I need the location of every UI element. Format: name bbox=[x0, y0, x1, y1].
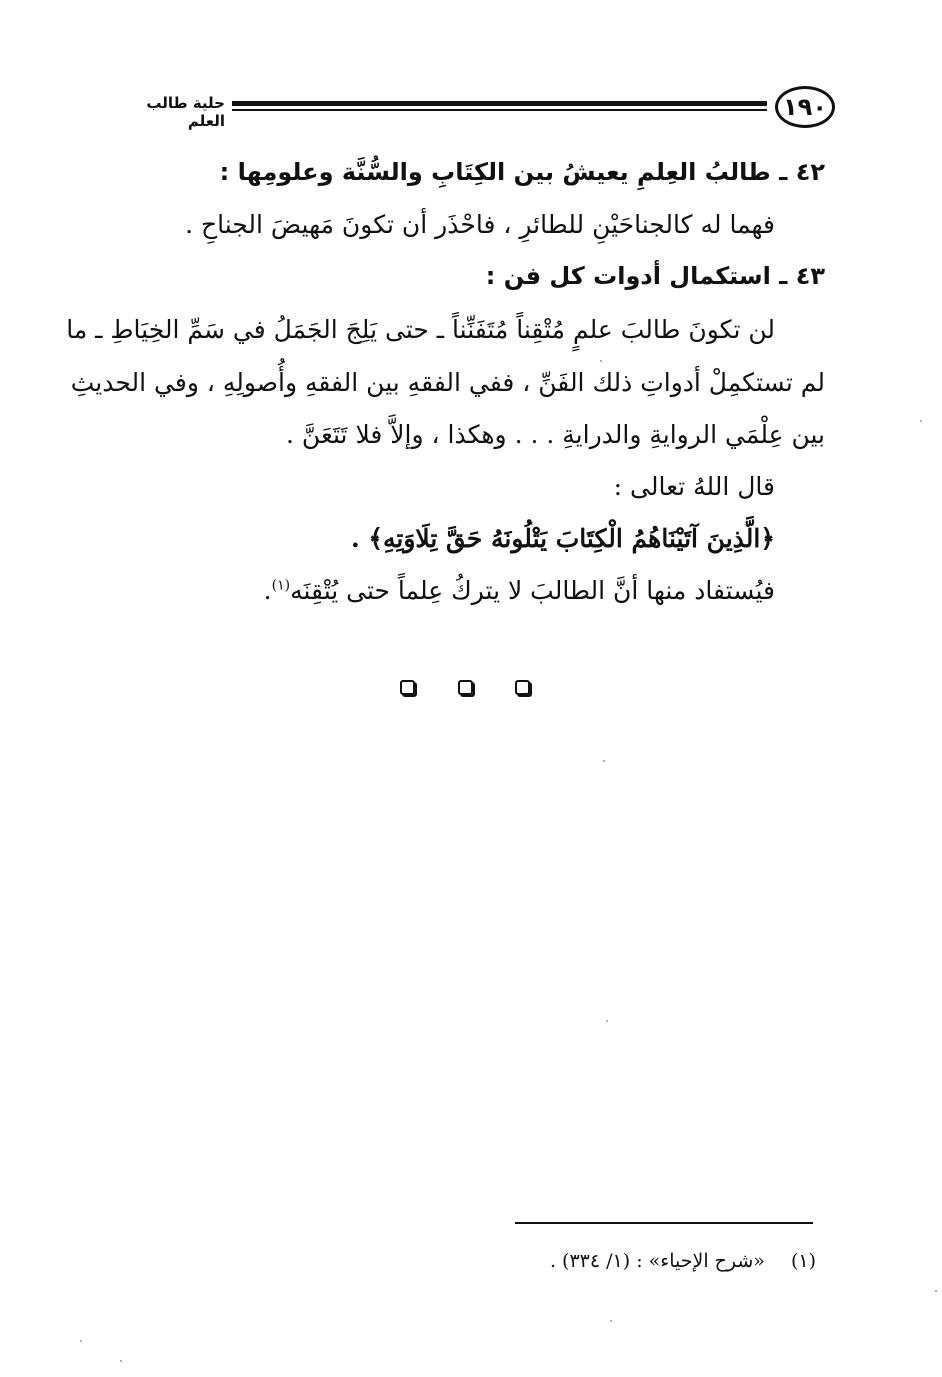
scan-speck bbox=[935, 1290, 937, 1292]
header-rule bbox=[232, 101, 767, 113]
section-42-text: فهما له كالجناحَيْنِ للطائرِ ، فاحْذَر أن تكونَ مَهيضَ الجناحِ . bbox=[185, 210, 775, 239]
separator-square-icon bbox=[400, 680, 415, 695]
page-header bbox=[110, 86, 835, 130]
quran-verse: ﴿الَّذِينَ آتَيْنَاهُمُ الْكِتَابَ يَتْلُونَهُ حَقَّ تِلَاوَتِهِ﴾ . bbox=[350, 524, 775, 553]
section-separator bbox=[400, 680, 530, 702]
section-42-heading: ٤٢ ـ طالبُ العِلمِ يعيشُ بين الكِتَابِ والسُّنَّة وعلومِها : bbox=[219, 158, 825, 186]
conclusion-end: . bbox=[263, 576, 272, 605]
footnote-rule bbox=[515, 1222, 813, 1224]
scan-speck bbox=[606, 1020, 608, 1022]
footnote bbox=[550, 1250, 816, 1272]
book-title: حلية طالب العلم bbox=[146, 94, 225, 130]
scan-speck bbox=[610, 1320, 612, 1322]
separator-square-icon bbox=[458, 680, 473, 695]
conclusion-text: فيُستفاد منها أنَّ الطالبَ لا يتركُ عِلماً حتى يُتْقِنَه bbox=[290, 576, 775, 605]
quote-intro: قال اللهُ تعالى : bbox=[613, 472, 775, 501]
page-number: ١٩٠ bbox=[775, 86, 835, 128]
footnote-text: «شرح الإحياء» : (١/ ٣٣٤) . bbox=[549, 1250, 765, 1272]
footnote-number: (١) bbox=[790, 1250, 816, 1272]
scan-speck bbox=[600, 360, 602, 362]
scan-speck bbox=[120, 1360, 122, 1362]
separator-square-icon bbox=[515, 680, 530, 695]
conclusion bbox=[264, 576, 775, 605]
paragraph-line-1: لن تكونَ طالبَ علمٍ مُتْقِناً مُتَفَنِّناً ـ حتى يَلِجَ الجَمَلُ في سَمِّ الخِيَاطِ ـ ما bbox=[66, 315, 775, 344]
footnote-reference: (١) bbox=[271, 577, 291, 594]
scan-speck bbox=[80, 1340, 82, 1342]
header-rule-thick bbox=[232, 101, 767, 106]
paragraph-line-3: بين عِلْمَي الروايةِ والدرايةِ . . . وهكذا ، وإلاَّ فلا تَتَعَنَّ . bbox=[286, 420, 825, 449]
scan-speck bbox=[603, 760, 605, 762]
header-rule-thin bbox=[232, 109, 767, 111]
paragraph-line-2: لم تستكمِلْ أدواتِ ذلك الفَنِّ ، ففي الفقهِ بين الفقهِ وأُصولِهِ ، وفي الحديثِ bbox=[70, 368, 825, 397]
scan-speck bbox=[920, 420, 922, 422]
section-43-heading: ٤٣ ـ استكمال أدوات كل فن : bbox=[485, 262, 825, 290]
